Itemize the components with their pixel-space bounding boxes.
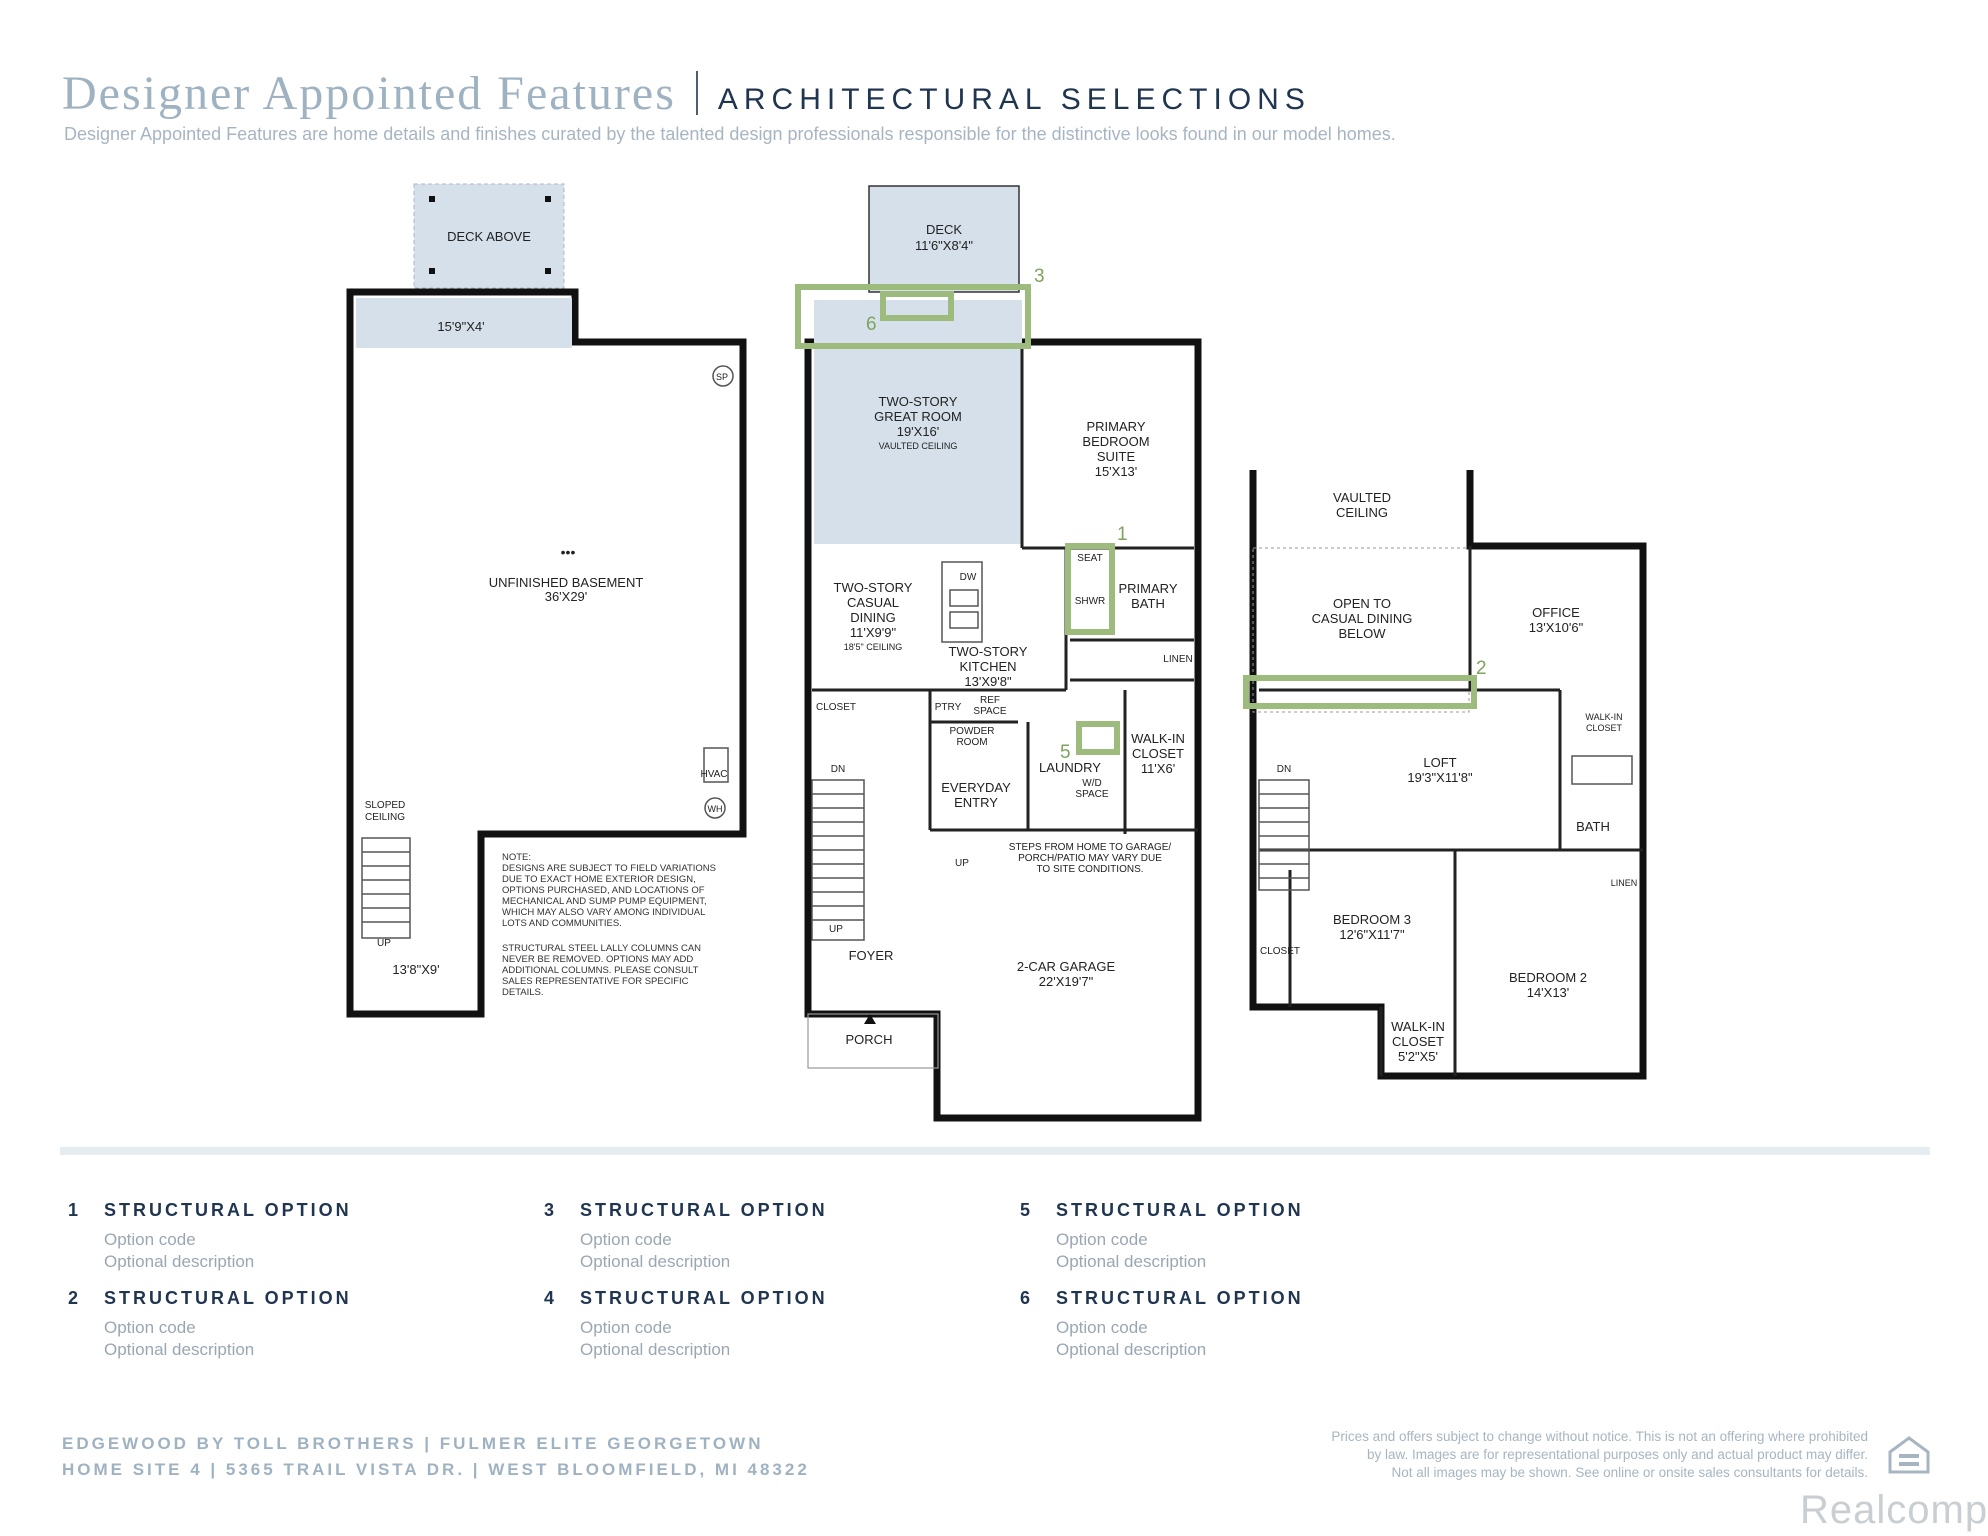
- watermark: Realcomp: [1800, 1488, 1988, 1532]
- great-room-label: TWO-STORY: [878, 394, 958, 409]
- note-line: STRUCTURAL STEEL LALLY COLUMNS CAN: [502, 943, 702, 954]
- community-line: EDGEWOOD BY TOLL BROTHERS | FULMER ELITE GEORGETOWN: [62, 1434, 764, 1453]
- option-code: Option code: [1056, 1230, 1148, 1249]
- note-line: DESIGNS ARE SUBJECT TO FIELD VARIATIONS: [502, 863, 716, 874]
- page-description: Designer Appointed Features are home details and finishes curated by the talented design professionals responsible for the distinctive looks found in our model homes.: [64, 124, 1396, 144]
- vaulted-label: VAULTED: [1332, 490, 1392, 505]
- walkin-closet-label: WALK-IN: [1131, 731, 1185, 746]
- marker-2: 2: [1476, 658, 1487, 679]
- page-title: Designer Appointed Features: [62, 67, 676, 120]
- option-description: Optional description: [104, 1340, 255, 1359]
- note-line: DUE TO EXACT HOME EXTERIOR DESIGN,: [502, 874, 696, 885]
- open-to-label: CASUAL DINING: [1311, 611, 1413, 626]
- pantry-label: PTRY: [934, 702, 962, 713]
- dining-label: DINING: [850, 610, 896, 625]
- option-number: 5: [1020, 1200, 1031, 1220]
- steps-note: PORCH/PATIO MAY VARY DUE: [1018, 853, 1162, 864]
- option-title: STRUCTURAL OPTION: [1056, 1288, 1304, 1308]
- deck-above-label: DECK ABOVE: [447, 229, 531, 244]
- closet-label: CLOSET: [1259, 946, 1301, 957]
- dining-label: TWO-STORY: [833, 580, 913, 595]
- option-number: 3: [544, 1200, 555, 1220]
- wd-space-label: W/D: [1082, 778, 1102, 789]
- wd-space-label: SPACE: [1075, 789, 1109, 800]
- primary-suite-label: SUITE: [1096, 449, 1136, 464]
- walkin2-label: CLOSET: [1391, 1034, 1445, 1049]
- everyday-entry-label: ENTRY: [954, 795, 998, 810]
- laundry-label: LAUNDRY: [1039, 760, 1101, 775]
- primary-bath-label: BATH: [1131, 596, 1165, 611]
- section-divider: [60, 1147, 1930, 1155]
- equal-housing-icon: [1886, 1432, 1932, 1483]
- option-title: STRUCTURAL OPTION: [104, 1288, 352, 1308]
- up-label: UP: [829, 924, 843, 935]
- option-title: STRUCTURAL OPTION: [1056, 1200, 1304, 1220]
- foyer-label: FOYER: [848, 948, 894, 963]
- up-label: UP: [955, 858, 969, 869]
- note-line: WHICH MAY ALSO VARY AMONG INDIVIDUAL: [502, 907, 706, 918]
- dining-label: CASUAL: [846, 595, 900, 610]
- deck-label: DECK: [925, 222, 963, 237]
- marker-3: 3: [1034, 266, 1045, 287]
- bedroom2-dim: 14'X13': [1526, 985, 1570, 1000]
- dining-dim: 11'X9'9": [849, 625, 897, 640]
- kitchen-label: TWO-STORY: [948, 644, 1028, 659]
- bedroom3-label: BEDROOM 3: [1332, 912, 1412, 927]
- option-code: Option code: [104, 1318, 196, 1337]
- marker-5: 5: [1060, 742, 1071, 763]
- vaulted-label: CEILING: [1335, 505, 1389, 520]
- option-code: Option code: [580, 1318, 672, 1337]
- option-number: 2: [68, 1288, 79, 1308]
- option-code: Option code: [1056, 1318, 1148, 1337]
- option-title: STRUCTURAL OPTION: [580, 1288, 828, 1308]
- primary-bath-label: PRIMARY: [1118, 581, 1178, 596]
- ref-space-label: SPACE: [973, 706, 1007, 717]
- note-line: MECHANICAL AND SUMP PUMP EQUIPMENT,: [502, 896, 707, 907]
- linen-label: LINEN: [1610, 878, 1638, 888]
- note-line: ADDITIONAL COLUMNS. PLEASE CONSULT: [502, 965, 699, 976]
- option-description: Optional description: [580, 1252, 731, 1271]
- disclaimer-line: Prices and offers subject to change without notice. This is not an offering where prohibited: [1331, 1429, 1868, 1444]
- great-room-label: GREAT ROOM: [874, 409, 962, 424]
- porch-label: PORCH: [845, 1032, 893, 1047]
- great-room-dim: 19'X16': [896, 424, 940, 439]
- office-dim: 13'X10'6": [1528, 620, 1584, 635]
- note-line: NEVER BE REMOVED. OPTIONS MAY ADD: [502, 954, 694, 965]
- option-number: 1: [68, 1200, 79, 1220]
- note-line: OPTIONS PURCHASED, AND LOCATIONS OF: [502, 885, 705, 896]
- ref-space-label: REF: [980, 695, 1000, 706]
- bath-label: BATH: [1576, 819, 1610, 834]
- primary-suite-label: PRIMARY: [1086, 419, 1146, 434]
- basement-room-label: UNFINISHED BASEMENT: [488, 575, 644, 590]
- shower-label: SHWR: [1074, 596, 1106, 607]
- great-room-ceiling: VAULTED CEILING: [878, 441, 958, 451]
- basement-room-dim: 36'X29': [544, 589, 588, 604]
- powder-room-label: POWDER: [949, 726, 995, 737]
- option-description: Optional description: [1056, 1340, 1207, 1359]
- walkin-closet-label: CLOSET: [1585, 723, 1623, 733]
- open-to-label: OPEN TO: [1332, 596, 1392, 611]
- option-description: Optional description: [580, 1340, 731, 1359]
- garage-dim: 22'X19'7": [1038, 974, 1094, 989]
- basement-up-label: UP: [377, 938, 391, 949]
- bedroom3-dim: 12'6"X11'7": [1339, 927, 1405, 942]
- option-description: Optional description: [1056, 1252, 1207, 1271]
- basement-dots: •••: [560, 544, 576, 560]
- dn-label: DN: [1276, 764, 1292, 775]
- dining-ceiling: 18'5" CEILING: [843, 642, 903, 652]
- dn-label: DN: [830, 764, 846, 775]
- note-line: SALES REPRESENTATIVE FOR SPECIFIC: [502, 976, 689, 987]
- marker-6: 6: [866, 314, 877, 335]
- seat-label: SEAT: [1077, 553, 1103, 564]
- walkin2-dim: 5'2"X5': [1398, 1049, 1438, 1064]
- closet-label: CLOSET: [815, 702, 857, 713]
- note-line: LOTS AND COMMUNITIES.: [502, 918, 622, 929]
- wh-label: WH: [707, 804, 723, 814]
- disclaimer-line: by law. Images are for representational purposes only and actual product may differ.: [1366, 1447, 1868, 1462]
- option-description: Optional description: [104, 1252, 255, 1271]
- address-line: HOME SITE 4 | 5365 TRAIL VISTA DR. | WEST BLOOMFIELD, MI 48322: [62, 1460, 810, 1479]
- linen-label: LINEN: [1163, 654, 1193, 665]
- walkin-closet-label: CLOSET: [1131, 746, 1185, 761]
- steps-note: STEPS FROM HOME TO GARAGE/: [1008, 842, 1172, 853]
- option-number: 4: [544, 1288, 555, 1308]
- bedroom2-label: BEDROOM 2: [1508, 970, 1588, 985]
- office-label: OFFICE: [1532, 605, 1580, 620]
- sloped-label: SLOPED: [364, 800, 406, 811]
- sp-label: SP: [715, 372, 729, 382]
- ceiling-label: CEILING: [364, 812, 406, 823]
- garage-label: 2-CAR GARAGE: [1016, 959, 1116, 974]
- dw-label: DW: [959, 572, 977, 583]
- marker-1: 1: [1117, 524, 1128, 545]
- note-line: NOTE:: [502, 852, 532, 863]
- walkin-closet-label: WALK-IN: [1585, 712, 1623, 722]
- hvac-label: HVAC: [700, 769, 728, 780]
- option-title: STRUCTURAL OPTION: [580, 1200, 828, 1220]
- kitchen-label: KITCHEN: [959, 659, 1017, 674]
- powder-room-label: ROOM: [956, 737, 988, 748]
- basement-porch-dim: 15'9"X4': [437, 319, 485, 334]
- open-to-label: BELOW: [1338, 626, 1386, 641]
- stair-dim: 13'8"X9': [392, 962, 440, 977]
- deck-dim: 11'6"X8'4": [914, 238, 974, 253]
- option-number: 6: [1020, 1288, 1031, 1308]
- note-line: DETAILS.: [502, 987, 544, 998]
- steps-note: TO SITE CONDITIONS.: [1036, 864, 1144, 875]
- disclaimer-line: Not all images may be shown. See online or onsite sales consultants for details.: [1391, 1465, 1868, 1480]
- primary-suite-dim: 15'X13': [1094, 464, 1138, 479]
- walkin2-label: WALK-IN: [1391, 1019, 1445, 1034]
- option-code: Option code: [104, 1230, 196, 1249]
- everyday-entry-label: EVERYDAY: [941, 780, 1011, 795]
- loft-dim: 19'3"X11'8": [1407, 770, 1473, 785]
- kitchen-dim: 13'X9'8": [964, 674, 1012, 689]
- primary-suite-label: BEDROOM: [1082, 434, 1150, 449]
- option-title: STRUCTURAL OPTION: [104, 1200, 352, 1220]
- page-subtitle: ARCHITECTURAL SELECTIONS: [717, 83, 1311, 116]
- walkin-closet-dim: 11'X6': [1140, 761, 1176, 776]
- disclaimer: [1228, 1428, 1868, 1482]
- option-code: Option code: [580, 1230, 672, 1249]
- loft-label: LOFT: [1423, 755, 1457, 770]
